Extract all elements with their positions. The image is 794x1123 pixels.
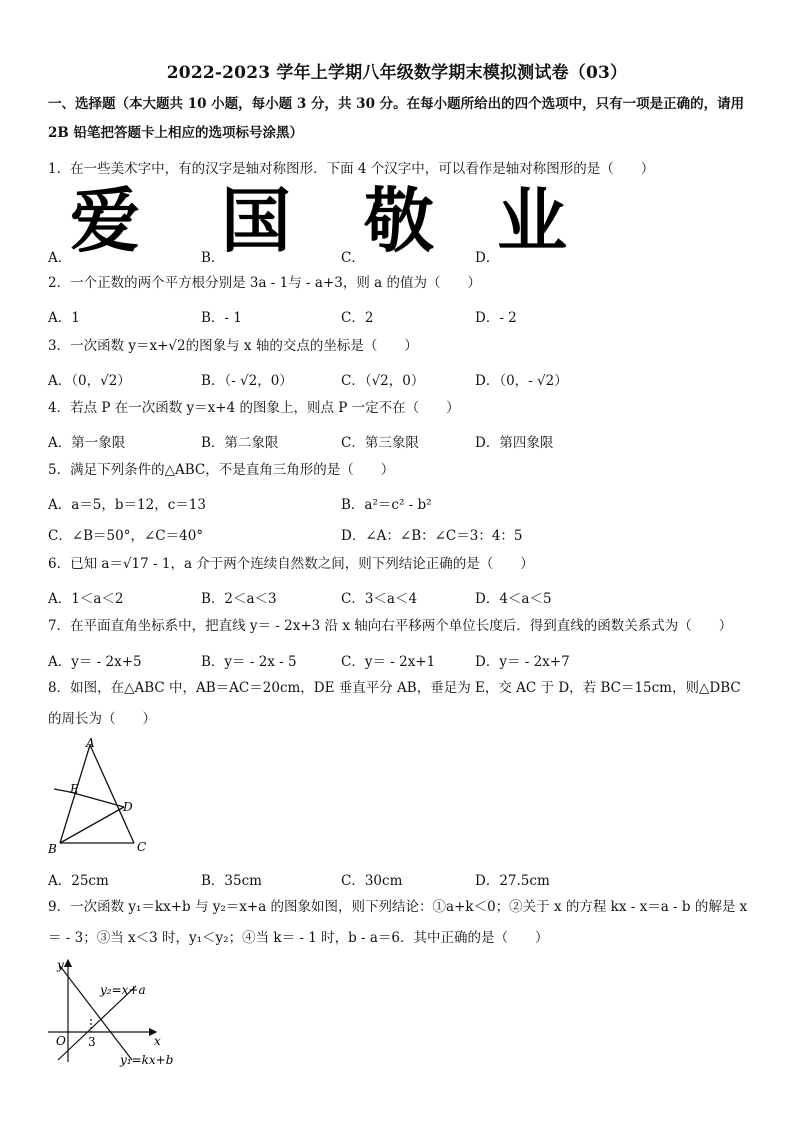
q3-option-c[interactable]: C．（√2，0） xyxy=(341,373,425,389)
q8-label-e: E xyxy=(70,782,79,796)
q7-option-d[interactable]: D．y＝ - 2x+7 xyxy=(475,654,570,670)
q6-option-b[interactable]: B．2＜a＜3 xyxy=(201,591,277,607)
question-8-options xyxy=(48,869,753,887)
question-8-stem: 8．如图，在△ABC 中，AB＝AC＝20cm，DE 垂直平分 AB，垂足为 E，交 AC 于 D，若 BC＝15cm，则△DBC 的周长为（ ） xyxy=(48,680,741,727)
q9-line-y1 xyxy=(60,966,132,1060)
question-3-stem: 3．一次函数 y＝x+√2的图象与 x 轴的交点的坐标是（ ） xyxy=(48,338,418,354)
section-line-2: 2B 铅笔把答题卡上相应的选项标号涂黑） xyxy=(48,125,304,141)
q4-option-d[interactable]: D．第四象限 xyxy=(475,435,554,451)
question-9-stem: 9．一次函数 y₁＝kx+b 与 y₂＝x+a 的图象如图，则下列结论：①a+k＜0；②关于 x 的方程 kx - x＝a - b 的解是 x＝ - 3；③当 x＜3 时，y₁＜y₂；④当 k＝ - 1 时，b - a＝6．其中正确的是（ ） xyxy=(48,899,748,946)
q1-char-guo: 国 xyxy=(221,180,291,262)
q9-line-y2 xyxy=(58,986,136,1060)
q3-option-b[interactable]: B．（- √2，0） xyxy=(201,373,293,389)
section-heading xyxy=(48,90,753,148)
q9-label-line2: y₂=x+a xyxy=(100,983,146,997)
q5-option-c[interactable]: C．∠B＝50°，∠C＝40° xyxy=(48,528,204,544)
question-7-options xyxy=(48,650,753,668)
question-4-stem: 4．若点 P 在一次函数 y＝x+4 的图象上，则点 P 一定不在（ ） xyxy=(48,400,460,416)
q1-char-ye: 业 xyxy=(497,180,567,262)
q9-label-o: O xyxy=(56,1034,66,1048)
q8-triangle-figure xyxy=(44,735,156,857)
q1-option-a-label[interactable]: A． xyxy=(48,250,72,266)
q1-option-c-label[interactable]: C． xyxy=(341,250,365,266)
question-5-options-row2 xyxy=(48,524,753,542)
q6-option-a[interactable]: A．1＜a＜2 xyxy=(48,591,124,607)
question-3-options xyxy=(48,369,753,387)
question-7-stem: 7．在平面直角坐标系中，把直线 y＝ - 2x+3 沿 x 轴向右平移两个单位长度后．得到直线的函数关系式为（ ） xyxy=(48,618,733,634)
question-6-options xyxy=(48,587,753,605)
q1-option-b-label[interactable]: B． xyxy=(201,250,225,266)
question-5-options-row1 xyxy=(48,493,753,511)
q9-label-line1: y₁=kx+b xyxy=(120,1053,174,1067)
q8-label-b: B xyxy=(48,842,57,856)
q7-option-c[interactable]: C．y＝ - 2x+1 xyxy=(341,654,436,670)
q6-option-d[interactable]: D．4＜a＜5 xyxy=(475,591,552,607)
q7-option-b[interactable]: B．y＝ - 2x - 5 xyxy=(201,654,297,670)
q8-label-d: D xyxy=(123,800,133,814)
q9-lines xyxy=(58,966,136,1060)
q1-char-ai: 爱 xyxy=(70,180,140,262)
q8-side-ac xyxy=(90,745,134,843)
q5-option-d[interactable]: D．∠A：∠B：∠C＝3：4：5 xyxy=(341,528,523,544)
q2-option-c[interactable]: C．2 xyxy=(341,310,374,326)
q8-label-c: C xyxy=(137,840,147,854)
q3-option-a[interactable]: A．（0，√2） xyxy=(48,373,131,389)
q1-option-d-label[interactable]: D． xyxy=(475,250,500,266)
question-2-stem: 2．一个正数的两个平方根分别是 3a - 1与 - a+3，则 a 的值为（ ） xyxy=(48,275,481,291)
q7-option-a[interactable]: A．y＝ - 2x+5 xyxy=(48,654,142,670)
question-1-stem: 1．在一些美术字中，有的汉字是轴对称图形．下面 4 个汉字中，可以看作是轴对称图形的是（ ） xyxy=(48,161,655,177)
q1-char-jing: 敬 xyxy=(364,180,434,262)
q9-label-three: 3 xyxy=(88,1035,96,1049)
question-4-options xyxy=(48,431,753,449)
q8-option-a[interactable]: A．25cm xyxy=(48,873,109,889)
q4-option-c[interactable]: C．第三象限 xyxy=(341,435,419,451)
q8-option-b[interactable]: B．35cm xyxy=(201,873,262,889)
q4-option-a[interactable]: A．第一象限 xyxy=(48,435,126,451)
q2-option-b[interactable]: B．- 1 xyxy=(201,310,242,326)
q5-option-a[interactable]: A．a＝5，b＝12，c＝13 xyxy=(48,497,206,513)
question-5-stem: 5．满足下列条件的△ABC，不是直角三角形的是（ ） xyxy=(48,462,395,478)
q8-label-a: A xyxy=(86,736,95,750)
q6-option-c[interactable]: C．3＜a＜4 xyxy=(341,591,418,607)
q2-option-d[interactable]: D．- 2 xyxy=(475,310,517,326)
q2-option-a[interactable]: A．1 xyxy=(48,310,80,326)
question-2-options xyxy=(48,306,753,324)
q8-segment-e-ext xyxy=(54,789,70,792)
q4-option-b[interactable]: B．第二象限 xyxy=(201,435,279,451)
q8-option-d[interactable]: D．27.5cm xyxy=(475,873,550,889)
section-line-1: 一、选择题（本大题共 10 小题，每小题 3 分，共 30 分。在每小题所给出的四个选项中，只有一项是正确的，请用 xyxy=(48,96,745,112)
q9-label-y: y xyxy=(57,958,64,972)
q8-option-c[interactable]: C．30cm xyxy=(341,873,403,889)
page-title: 2022-2023 学年上学期八年级数学期末模拟测试卷（03） xyxy=(166,63,628,83)
q9-label-x: x xyxy=(154,1034,161,1048)
q3-option-d[interactable]: D．（0，- √2） xyxy=(475,373,568,389)
q9-graph-figure xyxy=(44,952,184,1070)
question-6-stem: 6．已知 a＝√17 - 1，a 介于两个连续自然数之间，则下列结论正确的是（ ） xyxy=(48,556,534,572)
q5-option-b[interactable]: B．a²＝c² - b² xyxy=(341,497,432,513)
q8-figure-lines xyxy=(54,745,134,843)
